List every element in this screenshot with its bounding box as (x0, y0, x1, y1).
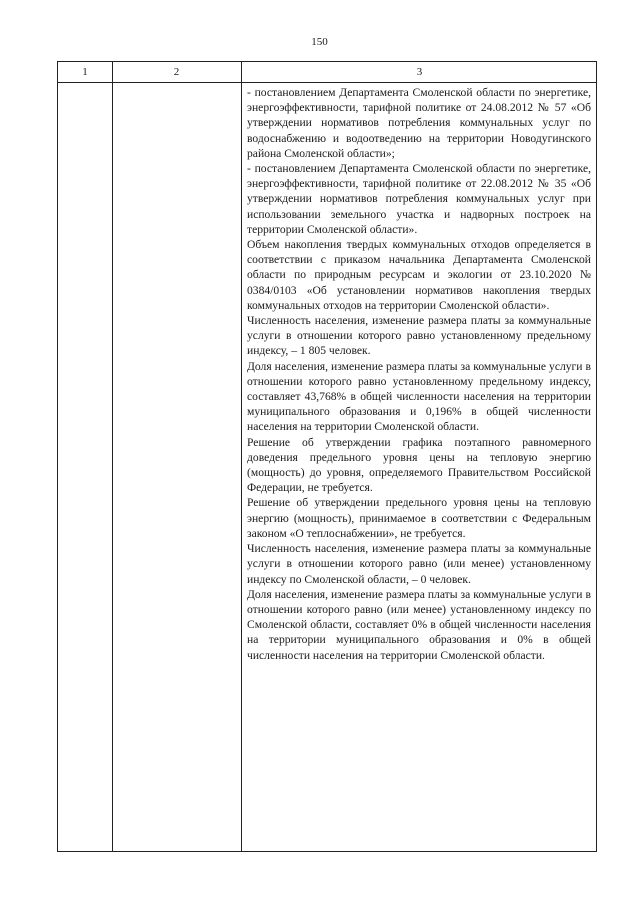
paragraph-waste-volume: Объем накопления твердых коммунальных отходов определяется в соответствии с приказом начальника Департамента Смоленской области по природным ресурсам и экологии от 23.10.2020 № 0384/0103 «Об установлении нормативов накопления твердых коммунальных отходов на территории Смоленской области». (247, 238, 591, 312)
paragraph-schedule-decision: Решение об утверждении графика поэтапного равномерного доведения предельного уровня цены на тепловую энергию (мощность) до уровня, определяемого Правительством Российской Федерации, не требуется. (247, 435, 591, 495)
table-header-row (58, 62, 596, 83)
paragraph-population-limit-index: Численность населения, изменение размера платы за коммунальные услуги в отношении которого равно установленному предельному индексу, – 1 805 человек. (247, 314, 591, 358)
header-col-2: 2 (173, 66, 180, 78)
paragraph-share-regional-index: Доля населения, изменение размера платы за коммунальные услуги в отношении которого равно (или менее) установленному индексу по Смоленской области, составляет 0% в общей численности населения на территории муниципального образования и 0% в общей численности населения на территории Смоленской области. (247, 587, 591, 662)
header-col-1: 1 (82, 66, 88, 78)
paragraph-share-limit-index: Доля населения, изменение размера платы за коммунальные услуги в отношении которого равно установленному предельному индексу, составляет 43,768% в общей численности населения на территории муниципального образования и 0,196% в общей численности населения на территории Смоленской области. (247, 359, 591, 434)
paragraph-decree-35: - постановлением Департамента Смоленской области по энергетике, энергоэффективности, тарифной политике от 22.08.2012 № 35 «Об утверждении нормативов потребления коммунальных услуг при использовании земельного участка и надворных построек на территории Смоленской области». (247, 162, 591, 236)
document-table (57, 61, 597, 852)
column-3-content (247, 85, 591, 663)
header-col-3: 3 (416, 66, 423, 78)
paragraph-population-regional-index: Численность населения, изменение размера платы за коммунальные услуги в отношении которого равно (или менее) установленному индексу по Смоленской области, – 0 человек. (247, 542, 591, 586)
paragraph-price-level-decision: Решение об утверждении предельного уровня цены на тепловую энергию (мощность), принимаемое в соответствии с Федеральным законом «О теплоснабжении», не требуется. (247, 496, 591, 540)
page-number: 150 (311, 36, 328, 48)
paragraph-decree-57: - постановлением Департамента Смоленской области по энергетике, энергоэффективности, тарифной политике от 24.08.2012 № 57 «Об утверждении нормативов потребления коммунальных услуг по водоснабжению и водоотведению на территории Новодугинского района Смоленской области»; (247, 86, 591, 160)
column-divider-2 (241, 62, 242, 851)
column-divider-1 (112, 62, 113, 851)
